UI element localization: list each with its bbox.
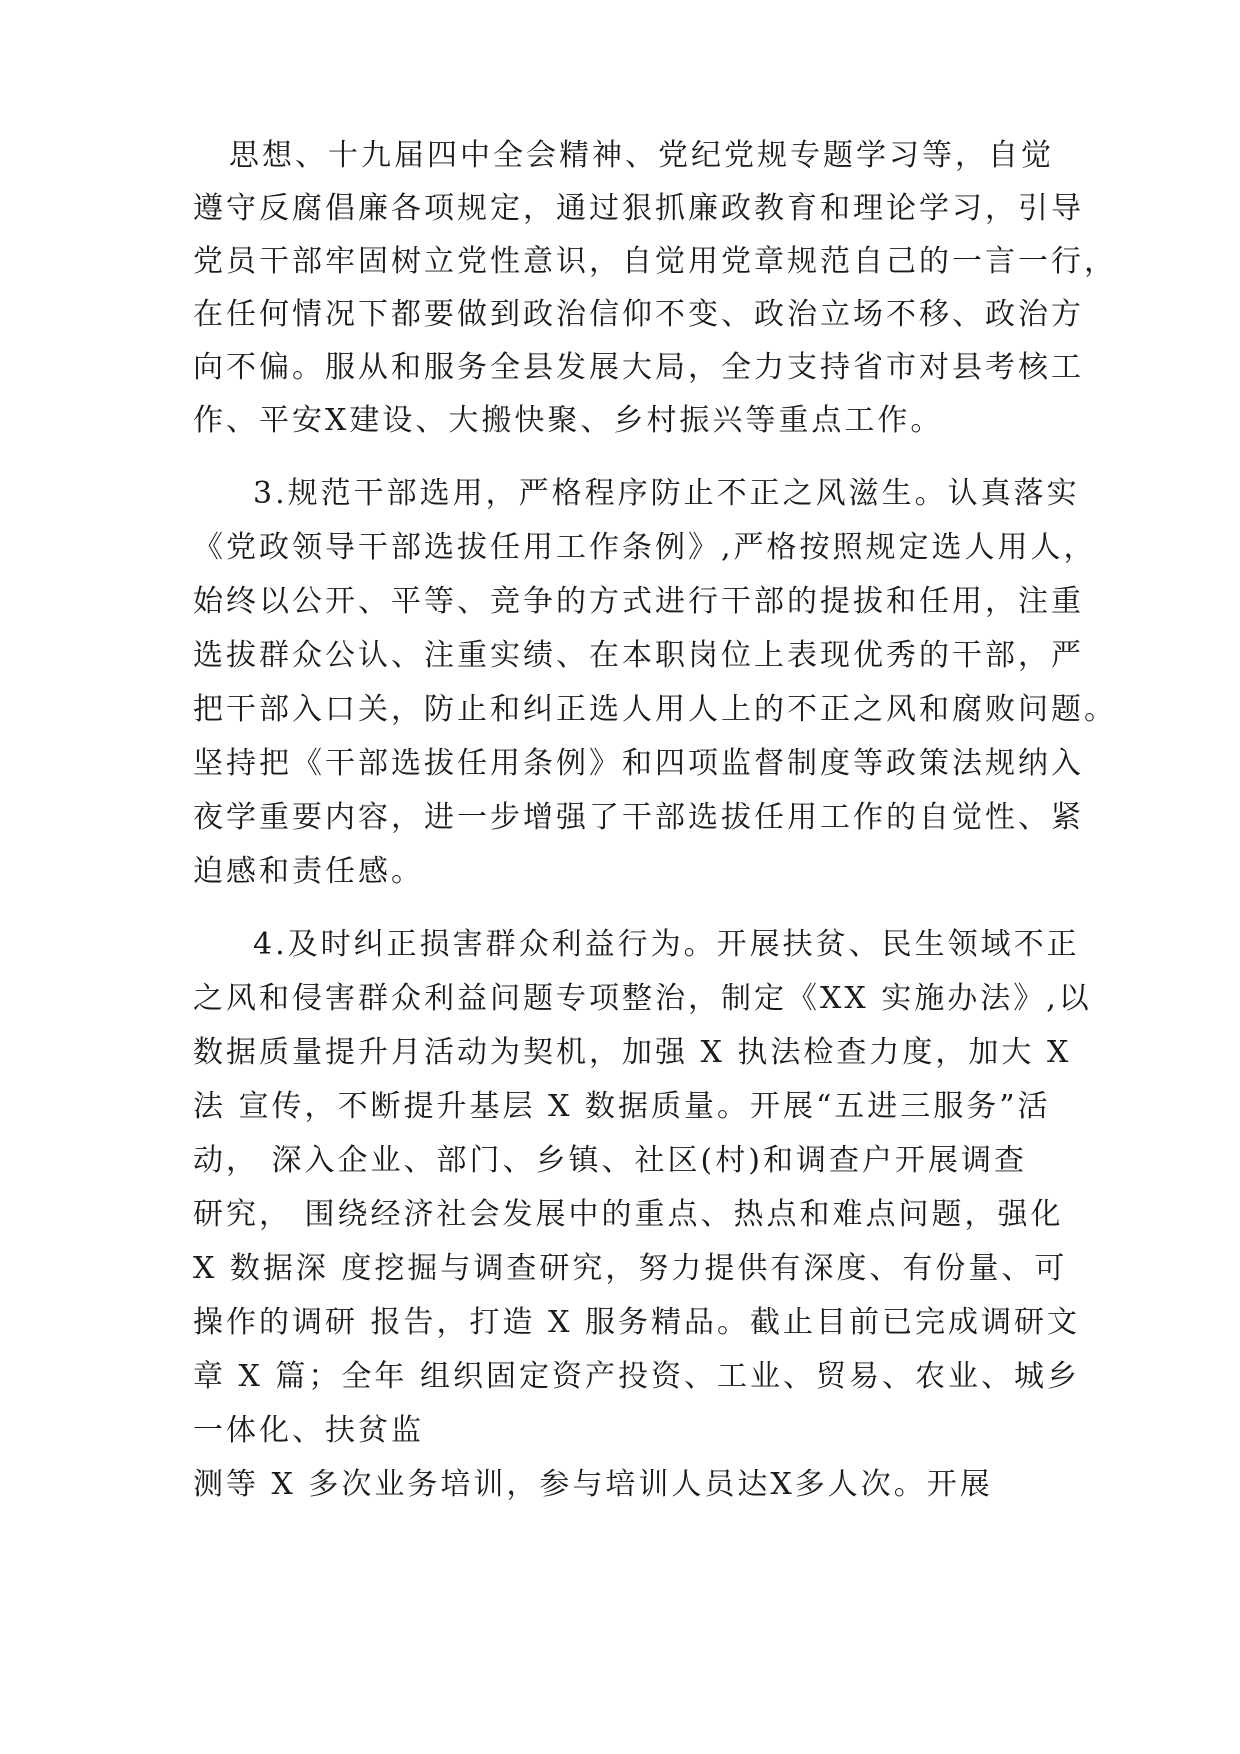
paragraph-3-line-11: 测等 X 多次业务培训，参与培训人员达X多人次。开展 — [193, 1467, 993, 1502]
paragraph-2-line-8: 迫感和责任感。 — [193, 854, 424, 889]
paragraph-1-line-3: 党员干部牢固树立党性意识，自觉用党章规范自己的一言一行， — [193, 244, 1117, 279]
paragraph-2-line-5: 把干部入口关，防止和纠正选人用人上的不正之风和腐败问题。 — [193, 692, 1117, 727]
paragraph-3-line-9: 章 X 篇；全年 组织固定资产投资、工业、贸易、农业、城乡 — [193, 1359, 1080, 1394]
paragraph-1-line-6: 作、平安X建设、大搬快聚、乡村振兴等重点工作。 — [193, 403, 944, 438]
paragraph-3-line-4: 法 宣传，不断提升基层 X 数据质量。开展“五进三服务”活 — [193, 1089, 1051, 1124]
paragraph-2-line-1: 3.规范干部选用，严格程序防止不正之风滋生。认真落实 — [253, 476, 1080, 511]
paragraph-3-line-10: 一体化、扶贫监 — [193, 1413, 424, 1448]
paragraph-2-line-7: 夜学重要内容，进一步增强了干部选拔任用工作的自觉性、紧 — [193, 800, 1084, 835]
paragraph-3-line-5: 动， 深入企业、部门、乡镇、社区(村)和调查户开展调查 — [193, 1143, 1027, 1178]
paragraph-2-line-3: 始终以公开、平等、竞争的方式进行干部的提拔和任用，注重 — [193, 584, 1084, 619]
paragraph-3-line-3: 数据质量提升月活动为契机，加强 X 执法检查力度，加大 X — [193, 1035, 1072, 1070]
paragraph-3-line-7: X 数据深 度挖掘与调查研究，努力提供有深度、有份量、可 — [193, 1251, 1068, 1286]
paragraph-3-line-2: 之风和侵害群众利益问题专项整治，制定《XX 实施办法》,以 — [193, 981, 1092, 1016]
paragraph-1-line-5: 向不偏。服从和服务全县发展大局，全力支持省市对县考核工 — [193, 350, 1084, 385]
paragraph-1-line-2: 遵守反腐倡廉各项规定，通过狠抓廉政教育和理论学习，引导 — [193, 191, 1084, 226]
paragraph-3-line-1: 4.及时纠正损害群众利益行为。开展扶贫、民生领域不正 — [253, 927, 1080, 962]
paragraph-1-line-4: 在任何情况下都要做到政治信仰不变、政治立场不移、政治方 — [193, 297, 1084, 332]
paragraph-2-line-2: 《党政领导干部选拔任用工作条例》,严格按照规定选人用人， — [193, 530, 1097, 565]
paragraph-1-line-1: 思想、十九届四中全会精神、党纪党规专题学习等，自觉 — [229, 138, 1054, 173]
paragraph-2-line-6: 坚持把《干部选拔任用条例》和四项监督制度等政策法规纳入 — [193, 746, 1084, 781]
paragraph-3-line-8: 操作的调研 报告，打造 X 服务精品。截止目前已完成调研文 — [193, 1305, 1080, 1340]
paragraph-3-line-6: 研究， 围绕经济社会发展中的重点、热点和难点问题，强化 — [193, 1197, 1064, 1232]
paragraph-2-line-4: 选拔群众公认、注重实绩、在本职岗位上表现优秀的干部，严 — [193, 638, 1084, 673]
